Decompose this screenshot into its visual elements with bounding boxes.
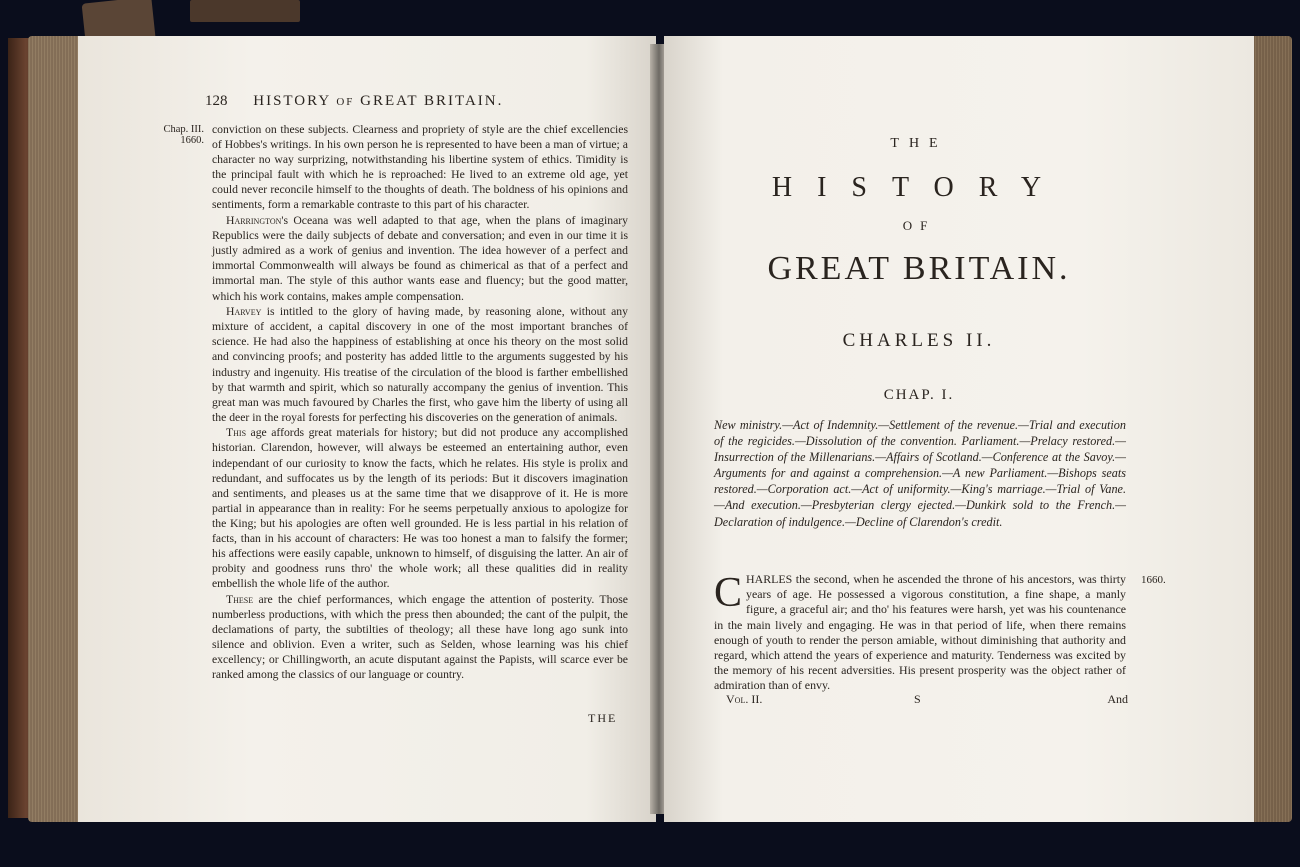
- paragraph-text: is intitled to the glory of having made, by reasoning alone, without any mixture of accident, a capital discovery in one of the most important branches of science. He had also the happiness of establishing at once his theory on the most solid and convincing proofs; and posterity has added little to the arguments suggested by his industry and ingenuity. His treatise of the circulation of the blood is farther embellished by that warmth and spirit, which so naturally accompany the genius of invention. This great man was much favoured by Charles the first, who gave him the liberty of using all the deer in the royal forests for perfecting his discoveries on the generation of animals.: [212, 305, 628, 424]
- drop-cap: C: [714, 570, 743, 616]
- torn-page-fragment: [190, 0, 300, 22]
- chapter-summary: New ministry.—Act of Indemnity.—Settlement of the revenue.—Trial and execution of the regicides.—Dissolution of the convention. Parliament.—Prelacy restored.—Insurrection of the Millenarians.—Affairs of Scotland.—Conference at the Savoy.—Arguments for and against a comprehension.—A new Parliament.—Bishops seats restored.—Corporation act.—Act of uniformity.—King's marriage.—Trial of Vane.—And execution.—Presbyterian clergy ejected.—Dunkirk sold to the French.—Declaration of indulgence.—Decline of Clarendon's credit.: [714, 418, 1126, 529]
- paragraph: conviction on these subjects. Clearness and propriety of style are the chief excellencies of Hobbes's writings. In his own person he is represented to have been a man of virtue; a character no way surprizing, notwithstanding his libertine system of ethics. Timidity is the principal fault with which he is reproached: He lived to an extreme old age, yet could never reconcile himself to the thoughts of death. The boldness of his opinions and sentiments, form a remarkable contraste to this part of his character.: [212, 123, 628, 212]
- paragraph-text: are the chief performances, which engage the attention of posterity. Those numberless productions, with which the press then abounded; the cant of the pulpit, the declamations of party, the subtilties of theology; all these have long ago sunk into silence and oblivion. Even a writer, such as Selden, whose learning was his chief excellency; or Chillingworth, an acute disputant against the Papists, will scarce ever be ranked among the classics of our language or country.: [212, 592, 628, 682]
- paragraph: [212, 304, 628, 425]
- paragraph-lead: This: [226, 426, 247, 440]
- right-page-edges: [1254, 36, 1292, 822]
- paragraph-text: age affords great materials for history; but did not produce any accomplished historian. Clarendon, however, will always be esteemed an entertaining author, even independant of our curiosity to know the facts, which he relates. His style is prolix and redundant, and suffocates us by the length of its periods: But it discovers imagination and sentiments, and pleases us at the same time that we disapprove of it. He is more partial in appearance than in reality: For he seems perpetually anxious to apologize for the King; but his apologies are often well grounded. He is less partial in his relation of facts, than in his account of characters: He was too honest a man to falsify the former; his affections were easily capable, unknown to himself, of disguising the latter. An air of probity and goodness runs thro' the whole work; all these qualities did in reality embellish the whole life of the author.: [212, 426, 628, 591]
- left-running-head: [205, 93, 645, 110]
- chapter-heading: CHAP. I.: [883, 387, 955, 403]
- reign-heading: CHARLES II.: [842, 330, 996, 351]
- margin-note-chapter: Chap. III.: [163, 124, 204, 135]
- page-number: 128: [205, 93, 228, 109]
- catchword: THE: [588, 711, 618, 725]
- title-history: HISTORY: [771, 172, 1067, 203]
- body-text: the second, when he ascended the throne of his ancestors, was thirty years of age. He possessed a vigorous constitution, a fine shape, a manly figure, a graceful air; and tho' his features were harsh, yet was his countenance in the main lively and engaging. He was in that period of life, when there remains enough of youth to render the person amiable, without diminishing that authority and regard, which attend the years of experience and maturity. Tenderness was excited by the memory of his recent adversities. His present prosperity was the object rather of admiration than of envy.: [714, 572, 1126, 693]
- paragraph-lead: These: [226, 592, 254, 606]
- margin-note: [156, 124, 204, 146]
- paragraph: [212, 425, 628, 591]
- paragraph: [212, 213, 628, 304]
- title-of: OF: [902, 218, 936, 233]
- left-body-text: [212, 122, 628, 683]
- margin-note-year: 1660.: [180, 135, 204, 146]
- right-body-text: [714, 572, 1126, 694]
- margin-year: 1660.: [1141, 574, 1166, 586]
- paragraph-text: 's Oceana was well adapted to that age, when the plans of imaginary Republics were the daily subjects of debate and conversation; and even in our time it is justly admired as a work of genius and invention. The idea however of a perfect and immortal Commonwealth will always be found as chimerical as that of a perfect and immortal man. The style of this author wants ease and fluency; but the good matter, which his work contains, makes ample compensation.: [212, 214, 628, 303]
- title-the: THE: [890, 136, 948, 151]
- paragraph: [212, 592, 628, 683]
- running-title: HISTORY OF GREAT BRITAIN.: [253, 93, 504, 109]
- paragraph-lead: Harrington: [226, 214, 282, 228]
- title-great-britain: GREAT BRITAIN.: [767, 250, 1071, 287]
- volume-label: Vol. II.: [726, 692, 763, 706]
- signature-mark: S: [914, 692, 921, 706]
- catchword: And: [1107, 692, 1128, 706]
- paragraph-lead: Harvey: [226, 305, 262, 319]
- body-lead: HARLES: [746, 572, 793, 586]
